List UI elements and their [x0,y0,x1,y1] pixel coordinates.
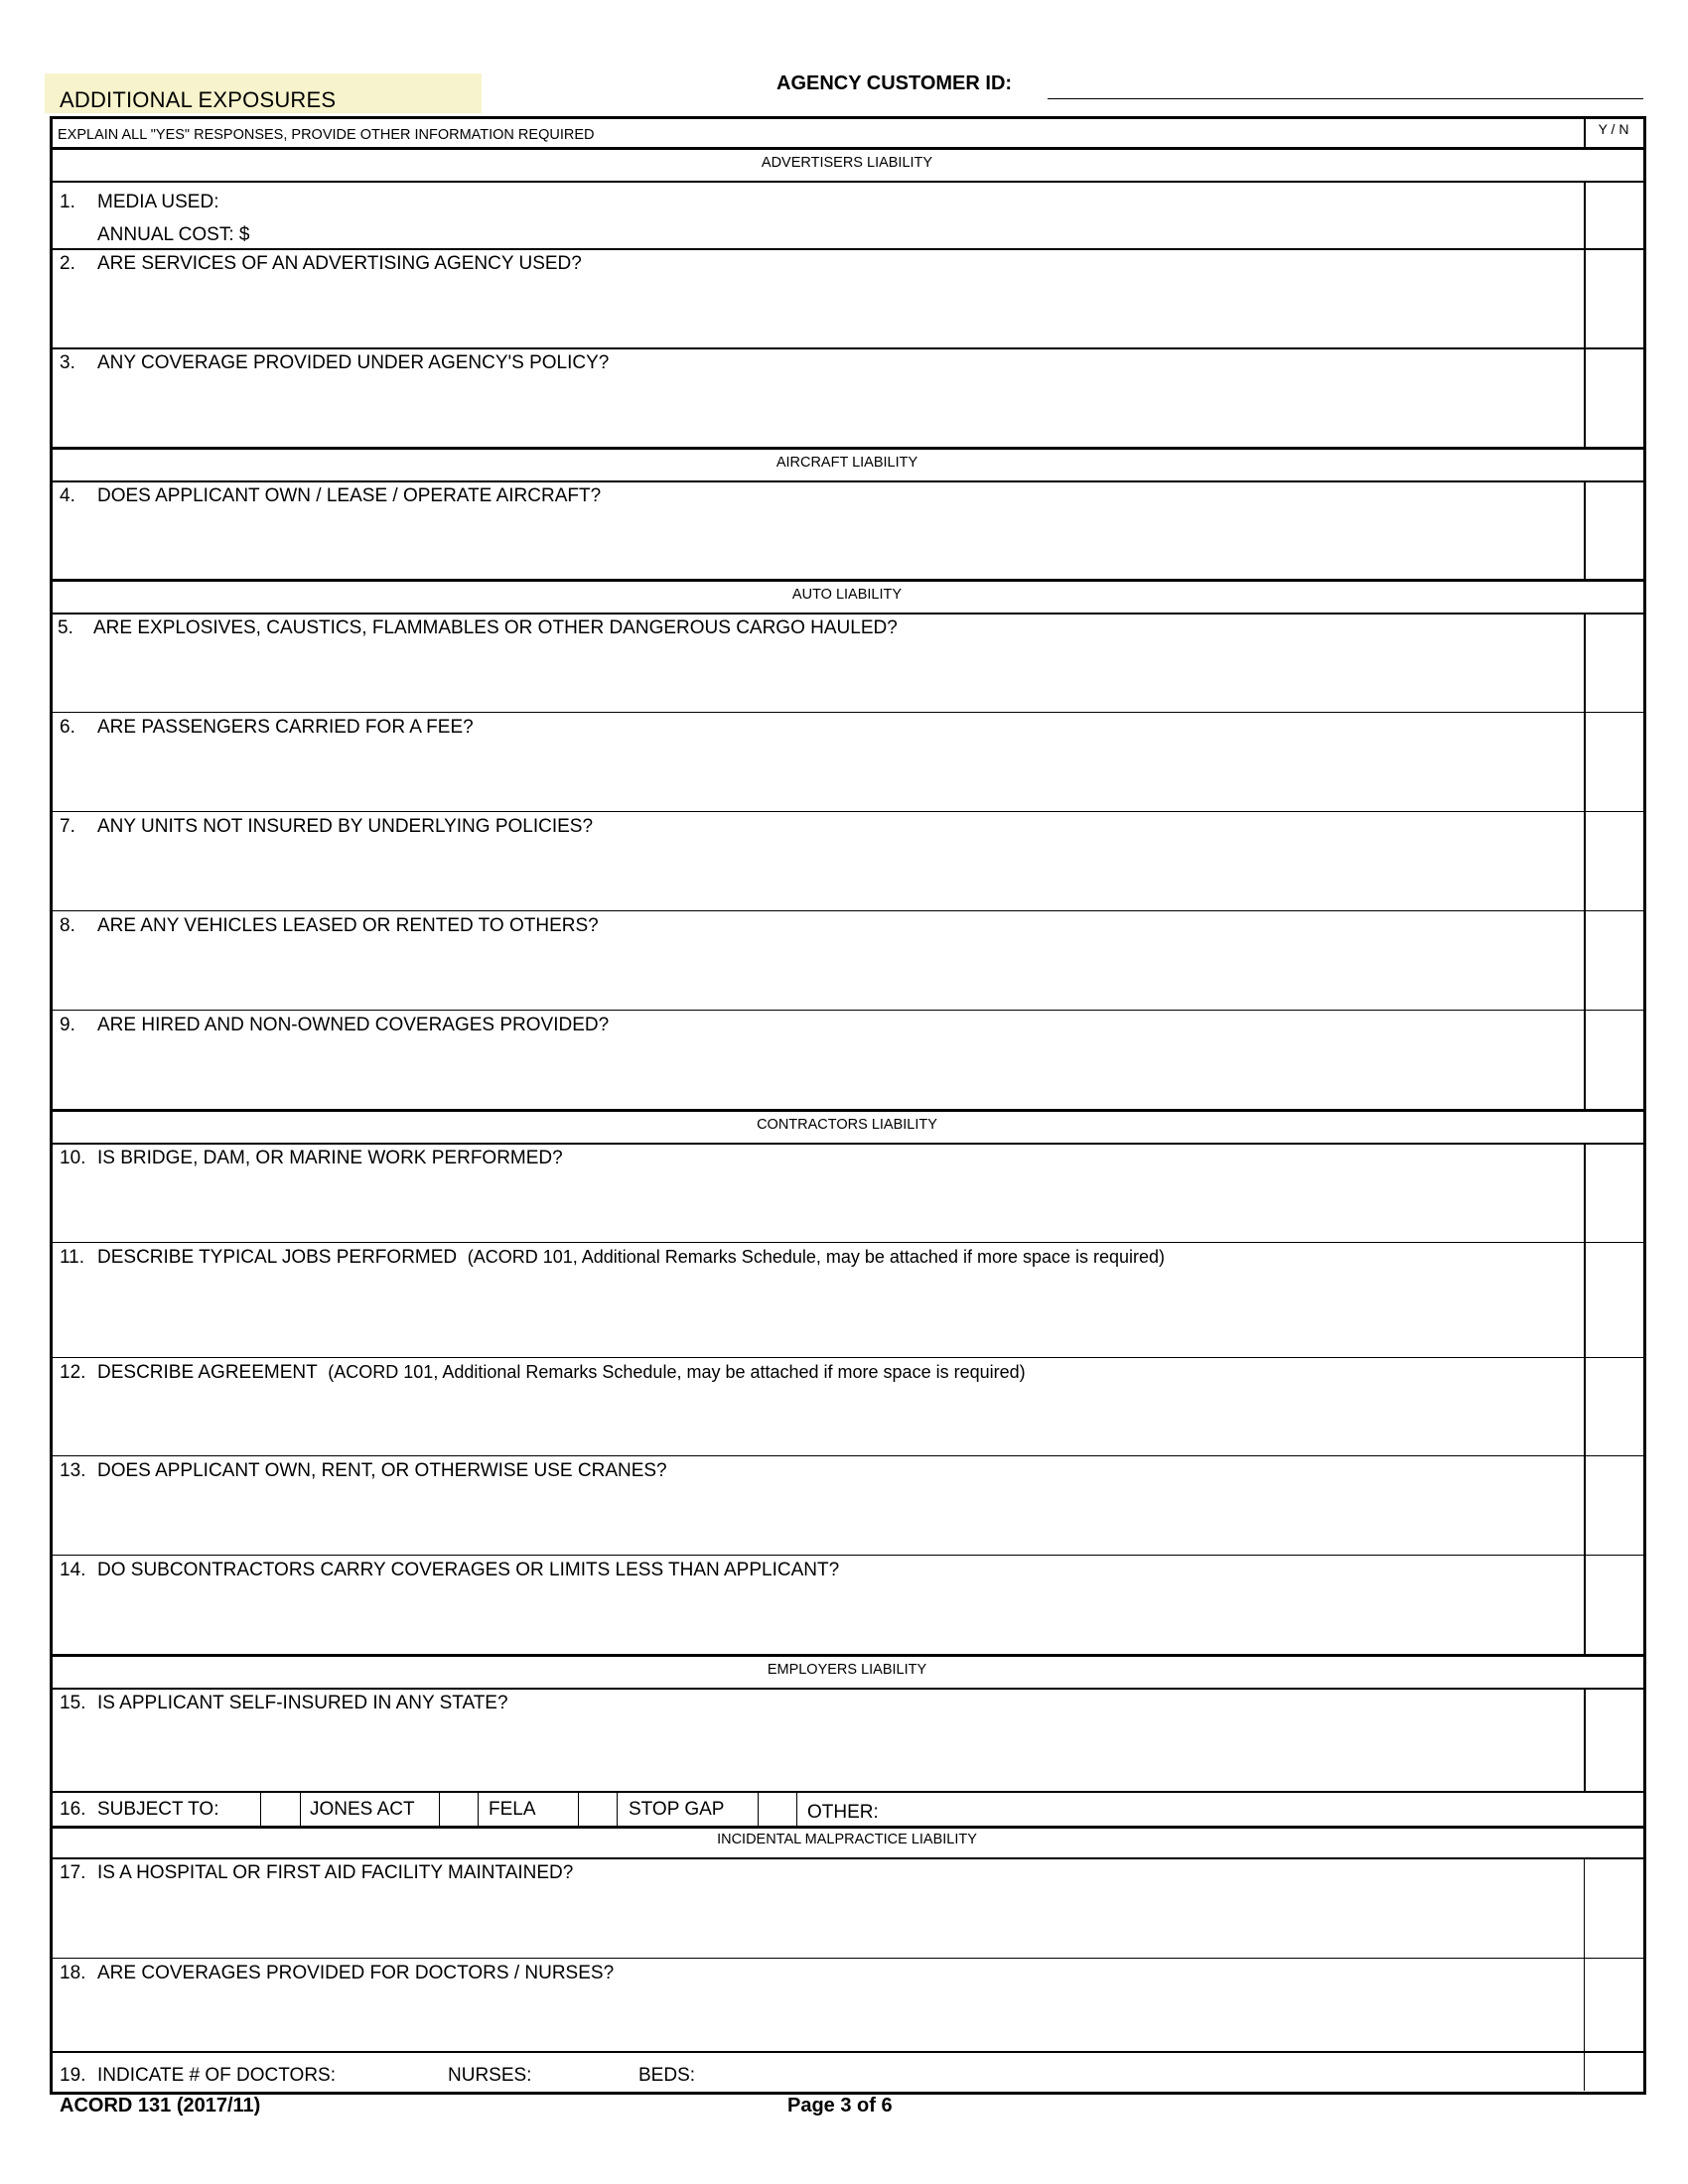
question-number: 17. [60,1862,86,1883]
question-number: 13. [60,1460,86,1481]
question-text: IS APPLICANT SELF-INSURED IN ANY STATE? [97,1693,508,1713]
yn-divider [1584,480,1586,579]
divider [50,1688,1643,1690]
question-text: DO SUBCONTRACTORS CARRY COVERAGES OR LIMITS LESS THAN APPLICANT? [97,1560,840,1580]
yn-column-header: Y / N [1598,121,1629,137]
divider [50,910,1643,911]
divider [50,712,1643,713]
divider [50,1826,1643,1829]
question-4 [60,485,601,507]
question-text: IS BRIDGE, DAM, OR MARINE WORK PERFORMED? [97,1148,563,1168]
yn-answer-incidental[interactable] [1587,1859,1640,2089]
yn-divider [1584,118,1586,149]
question-text: ARE COVERAGES PROVIDED FOR DOCTORS / NURSES? [97,1963,615,1983]
option-stop-gap: STOP GAP [629,1799,725,1820]
question-6 [60,717,474,739]
yn-answer-contractors[interactable] [1587,1145,1640,1652]
question-text: IS A HOSPITAL OR FIRST AID FACILITY MAINTAINED? [97,1862,574,1883]
question-5 [58,617,898,639]
question-number: 16. [60,1799,86,1820]
question-text: ARE HIRED AND NON-OWNED COVERAGES PROVIDED? [97,1015,610,1035]
question-text: ARE EXPLOSIVES, CAUSTICS, FLAMMABLES OR OTHER DANGEROUS CARGO HAULED? [93,617,898,638]
section-aircraft-liability: AIRCRAFT LIABILITY [775,455,918,471]
question-16 [60,1799,218,1821]
question-number: 15. [60,1693,86,1713]
question-text: ARE ANY VEHICLES LEASED OR RENTED TO OTHERS? [97,915,599,936]
yn-divider [1584,1143,1586,1654]
question-number: 3. [60,352,75,373]
checkbox-edge [300,1792,301,1827]
question-text: DOES APPLICANT OWN / LEASE / OPERATE AIRCRAFT? [97,485,602,506]
divider [50,811,1643,812]
fela-checkbox[interactable] [440,1793,477,1826]
option-other: OTHER: [807,1802,879,1823]
checkbox-edge [796,1792,797,1827]
question-number: 9. [60,1015,75,1035]
yn-divider [1584,1688,1586,1792]
question-number: 14. [60,1560,86,1580]
divider [50,1555,1643,1556]
question-1 [60,192,218,213]
yn-answer-q4[interactable] [1587,482,1640,577]
question-number: 4. [60,485,75,506]
question-18 [60,1963,614,1984]
checkbox-edge [478,1792,479,1827]
divider [50,579,1643,582]
question-text: DOES APPLICANT OWN, RENT, OR OTHERWISE USE CRANES? [97,1460,667,1481]
page-number: Page 3 of 6 [787,2095,893,2116]
option-jones-act: JONES ACT [310,1799,415,1820]
question-text: ANY COVERAGE PROVIDED UNDER AGENCY'S POLICY? [97,352,610,373]
yn-divider [1584,613,1586,1110]
question-number: 12. [60,1362,86,1383]
agency-customer-id-label: AGENCY CUSTOMER ID: [776,72,1013,94]
question-number: 7. [60,816,75,837]
divider [50,1357,1643,1358]
section-advertisers-liability: ADVERTISERS LIABILITY [761,155,933,171]
divider [50,1242,1643,1243]
question-number: 19. [60,2065,86,2086]
divider [50,1143,1643,1145]
section-title: ADDITIONAL EXPOSURES [60,87,337,112]
divider [50,181,1643,183]
yn-answer-auto[interactable] [1587,614,1640,1107]
divider [50,1010,1643,1011]
divider [50,447,1643,450]
divider [50,347,1643,349]
question-text: INDICATE # OF DOCTORS: [97,2065,336,2086]
question-number: 6. [60,717,75,738]
divider [50,2051,1643,2053]
question-text: DESCRIBE TYPICAL JOBS PERFORMED [97,1247,458,1268]
question-10 [60,1148,563,1169]
question-11 [60,1247,1165,1269]
question-17 [60,1862,573,1884]
question-number: 5. [58,617,73,638]
stop-gap-checkbox[interactable] [579,1793,616,1826]
section-auto-liability: AUTO LIABILITY [791,587,903,603]
question-number: 8. [60,915,75,936]
question-number: 11. [60,1247,85,1268]
question-text: ARE SERVICES OF AN ADVERTISING AGENCY USED? [97,253,582,274]
instruction-text: EXPLAIN ALL "YES" RESPONSES, PROVIDE OTHER INFORMATION REQUIRED [58,127,595,143]
divider [50,248,1643,250]
question-note: (ACORD 101, Additional Remarks Schedule, may be attached if more space is required) [328,1362,1026,1382]
divider [50,480,1643,482]
divider [50,1958,1643,1959]
divider [50,147,1643,150]
question-note: (ACORD 101, Additional Remarks Schedule, may be attached if more space is required) [467,1247,1166,1267]
divider [50,1857,1643,1859]
yn-answer-advertisers[interactable] [1587,183,1640,445]
agency-customer-id-field[interactable] [1048,98,1643,99]
question-19 [60,2065,336,2087]
yn-divider [1584,181,1586,447]
divider [50,1455,1643,1456]
question-text: SUBJECT TO: [97,1799,219,1820]
option-fela: FELA [489,1799,536,1820]
section-contractors-liability: CONTRACTORS LIABILITY [757,1117,937,1133]
question-15 [60,1693,508,1714]
section-incidental-malpractice-liability: INCIDENTAL MALPRACTICE LIABILITY [717,1832,977,1847]
question-7 [60,816,593,838]
question-text: MEDIA USED: [97,192,219,212]
form-id: ACORD 131 (2017/11) [60,2095,261,2116]
question-number: 2. [60,253,75,274]
question-number: 10. [60,1148,86,1168]
question-text: ARE PASSENGERS CARRIED FOR A FEE? [97,717,474,738]
question-13 [60,1460,667,1482]
question-12 [60,1362,1026,1384]
jones-act-checkbox[interactable] [261,1793,299,1826]
annual-cost-label: ANNUAL COST: $ [97,224,250,245]
question-2 [60,253,582,275]
section-employers-liability: EMPLOYERS LIABILITY [767,1662,927,1678]
question-14 [60,1560,839,1581]
other-checkbox[interactable] [759,1793,795,1826]
question-8 [60,915,599,937]
nurses-label: NURSES: [448,2065,532,2086]
question-9 [60,1015,609,1036]
divider [50,1109,1643,1112]
question-number: 18. [60,1963,86,1983]
question-text: DESCRIBE AGREEMENT [97,1362,318,1383]
question-text: ANY UNITS NOT INSURED BY UNDERLYING POLICIES? [97,816,594,837]
checkbox-edge [617,1792,618,1827]
divider [50,613,1643,614]
divider [50,1654,1643,1657]
beds-label: BEDS: [638,2065,696,2086]
question-number: 1. [60,192,75,212]
question-3 [60,352,609,374]
yn-divider [1584,1857,1585,2091]
yn-answer-q15[interactable] [1587,1690,1640,1789]
